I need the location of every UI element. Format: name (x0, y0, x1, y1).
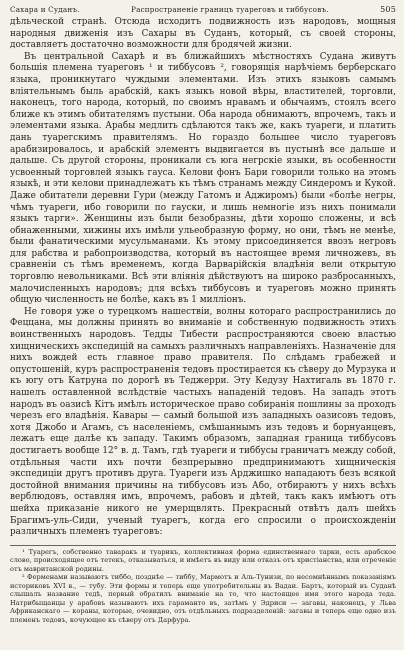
main-text (10, 17, 396, 539)
header-left: Сахара и Суданъ. (10, 5, 80, 14)
paragraph: дѣльческой странѣ. Отсюда исходитъ подвижность изъ народовъ, мощныя народныя движенія изъ Сахары въ Суданъ, который, съ своей стороны, доставляетъ достаточно возможности для бродячей жизни. (10, 17, 396, 51)
running-header (10, 5, 396, 14)
footnote: ² Ферменами называютъ тиббо, позднѣе — тиббу, Мармотъ и Аль-Тунизи, по несомнѣннымъ показаніямъ историковъ XVI в., — тубу. Эти формы и теперь еще употребительны въ Вадаи. Бартъ, который въ Суданѣ слышалъ название тедѣ, первый обратилъ вниманіе на то, что настоящее имя этого народа теда. Натрибыщанцы у арабовъ называютъ ихъ гараманто въ, затѣмъ у Эдриси — загавы, наконецъ, у Льва Африканскаго — кораны, которые, очевидно, отъ отдѣльныхъ подразделеній: загавы и теперь еще одно изъ племенъ тедовъ, кочующее къ сѣверу отъ Дарфура. (10, 573, 396, 624)
page-number: 505 (380, 5, 396, 14)
header-center: Распространеніе границъ туареговъ и тиббусовъ. (131, 5, 329, 14)
footnote: ¹ Туарегъ, собственно таваракъ и туарикъ, коллективная форма единственнаго тарки, есть арабское слово, происходящее отъ тетекъ, отказываться, и имѣетъ въ виду или отказъ отъ христіанства, или отреченіе отъ мавританской родины. (10, 547, 396, 573)
footnotes (10, 545, 396, 625)
paragraph: Въ центральной Сахарѣ и въ ближайшихъ мѣстностяхъ Судана живутъ большія племена туареговъ ¹ и тиббусовъ ², говорящія нарѣчіемъ берберскаго языка, проникнутаго чуждыми элементами. Изъ этихъ языковъ самымъ вліятельнымъ быль арабскій, какъ языкъ новой вѣры, властителей, торговли, наконецъ, того народа, который, по своимъ нравамъ и обычаямъ, стоялъ всего ближе къ этимъ обитателямъ пустыни. Оба народа обнимаютъ, впрочемъ, такъ и элементами языка. Арабы медлить сдѣлаются такъ же, какъ туареги, и платить дань туарегскимъ правителямъ. Но гораздо большее число туареговъ арабизировалось, и арабскій элементъ выдвигается въ пустынѣ все дальше и дальше. Съ другой стороны, проникали съ юга негрскіе языки, въ особенности усвоенный торговлей языкъ гауса. Келови фонъ Бари говорили только на этомъ языкѣ, и эти келови принадлежатъ къ тѣмъ странамъ между Синдеромъ и Кукой. Даже обитатели деревни Гури (между Гатомъ и Аджиромъ) были «болѣе негры, чѣмъ туареги, ибо говорили по гауски, и лишь немногіе изъ нихъ понимали языкъ тарги». Женщины изъ были безобразны, дѣти хорошо сложены, и всѣ обнаженными, хижины ихъ имѣли ульеобразную форму, но они, тѣмъ не менѣе, были фанатическими мусульманами. Къ этому присоединяется ввозъ негровъ для рабства и рабопроизводства, который въ настоящее время личножевъ, въ сравненіи съ тѣмъ временемъ, когда Варварійскія владѣнія вели открытую торговлю невольниками. Всѣ эти вліянія дѣйствуютъ на широко разбросанныхъ, малочисленныхъ народовъ; для всѣхъ тиббусовъ и туареговъ можно принять общую численность не болѣе, какъ въ 1 милліонъ. (10, 51, 396, 306)
paragraph: Не говоря уже о турецкомъ нашествіи, волны котораго распространились до Феццана, мы должны принять во вниманіе и собственную подвижность этихъ воинственныхъ народовъ. Тедды Тибести распространяются своею властью хищническихъ экспедицій на самыхъ различныхъ направленіяхъ. Назначеніе для нихъ вождей есть главное право правителя. По слѣдамъ грабежей и опустошеній, куръ распространенія тедовъ простирается къ сѣверу до Мурзука и къ югу отъ Катруна по дорогѣ въ Теджерри. Эту Кедузу Нахтигаль въ 1870 г. нашелъ оставленной вслѣдствіе частыхъ нападеній тедовъ. На западъ этотъ народъ въ оазисѣ Кітъ имѣлъ историческое право собиранія пошлины за проходъ черезъ его владѣнія. Кавары — самый большой изъ западныхъ оазисовъ тедовъ, хотя Джобо и Агамъ, съ населеніемъ, смѣшаннымъ изъ тедовъ и борнуанцевъ, лежатъ еще далѣе къ западу. Такимъ образомъ, западная граница тиббусовъ достигаетъ вообще 12° в. д. Тамъ, гдѣ туареги и тиббусы граничатъ между собой, отдѣльныя части ихъ почти безпрерывно предпринимаютъ хищническія экспедиціи другъ противъ друга. Туареги изъ Арджишко нападаютъ безъ всякой достойной внимания причины на тиббусовъ изъ Або, отбираютъ у нихъ всѣхъ верблюдовъ, оставляя имъ, впрочемъ, рабовъ и дѣтей, такъ какъ имѣютъ отъ шейха приказаніе никого не умерщвлять. Прекрасный отвѣтъ далъ шейхъ Брагимъ-уль-Сиди, ученый туарегъ, когда его спросили о происхожденіи различныхъ племенъ туареговъ: (10, 306, 396, 538)
